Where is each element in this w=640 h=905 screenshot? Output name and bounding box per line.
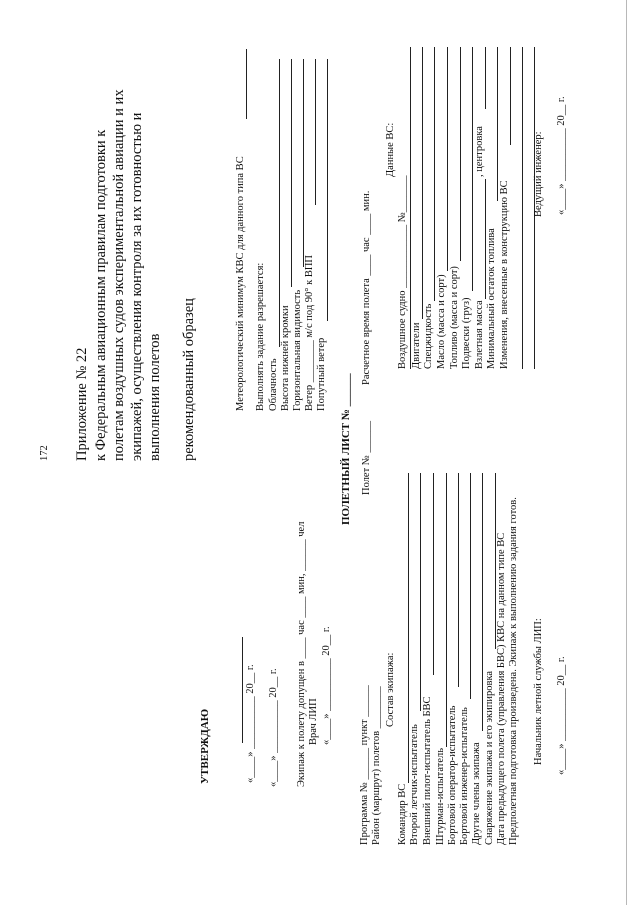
crew-row-line: [458, 473, 459, 687]
visibility-line: [303, 59, 304, 267]
scan-edge: [626, 0, 627, 905]
aircraft-line: [410, 47, 411, 369]
crew-row: Другие члены экипажа: [471, 742, 482, 845]
crew-row: Второй летчик-испытатель: [409, 724, 420, 845]
cloud-base-line: [291, 59, 292, 287]
crew-row: Снаряжение экипажа и его экипировка: [484, 670, 495, 845]
appendix-title: Приложение № 22: [74, 347, 90, 461]
lead-engineer: Ведущий инженер:: [533, 131, 544, 217]
aircraft-data-line: [485, 47, 486, 109]
aircraft-data-row: Двигатели: [411, 322, 422, 369]
crew-row: Штурман-испытатель: [435, 747, 446, 845]
flight-number-field: Полет № ______: [361, 421, 372, 495]
aircraft-data-line: [460, 47, 461, 261]
estimated-time-field: Расчетное время полета ____ час ____ мин.: [361, 190, 372, 385]
appendix-line-5: выполнения полетов: [147, 333, 163, 461]
weather-cloud-base: Высота нижней кромки: [280, 305, 291, 411]
crew-row: Бортовой инженер-испытатель: [459, 707, 470, 845]
aircraft-data-row: Взлетная масса: [474, 300, 485, 369]
tailwind-line: [327, 59, 328, 321]
aircraft-data-row: Масло (масса и сорт): [436, 274, 447, 369]
preflight-preparation: Предполетная подготовка произведена. Экипаж к выполнению задания готов.: [508, 497, 519, 845]
crew-header: Состав экипажа:: [385, 652, 396, 727]
center-of-gravity: , центровка: [474, 126, 485, 177]
flight-service-chief-date: «____» __________ 20__ г.: [556, 656, 567, 775]
doctor-label: Врач ЛИП: [308, 698, 319, 745]
appendix-line-3: полетам воздушных судов экспериментальной авиации и их: [111, 89, 127, 461]
crew-row-line: [433, 473, 434, 675]
program-field: Программа № ______ пункт ______: [359, 685, 370, 845]
approve-date-2: «____» __________ 20__ г.: [268, 668, 279, 787]
crew-row-line: [420, 473, 421, 711]
aircraft-data-row: Топливо (масса и сорт): [449, 266, 460, 369]
flight-sheet-title: ПОЛЕТНЫЙ ЛИСТ № ______: [340, 373, 352, 525]
weather-tailwind: Попутный ветер: [316, 337, 327, 411]
weather-allowed: Выполнять задание разрешается:: [255, 262, 266, 411]
aircraft-field: Воздушное судно ____________ №_______: [397, 175, 408, 369]
aircraft-data-line: [447, 47, 448, 271]
area-field: Район (маршрут) полетов ________: [371, 686, 382, 845]
aircraft-data-row: Изменения, внесенные в конструкцию ВС: [499, 180, 510, 369]
weather-minimum: Метеорологический минимум КВС для данного типа ВС: [235, 156, 246, 411]
aircraft-data-line: [522, 47, 523, 369]
approve-signature-line: [242, 637, 243, 743]
doctor-date: «____» __________ 20__ г.: [321, 626, 332, 745]
weather-wind: Ветер ________ м/с под 90° к ВПП: [304, 254, 315, 411]
approve-title: УТВЕРЖДАЮ: [199, 708, 211, 784]
lead-engineer-date: «____» __________ 20__ г.: [556, 96, 567, 215]
aircraft-data-header: Данные ВС:: [385, 122, 396, 177]
aircraft-data-line: [497, 47, 498, 201]
weather-minimum-line: [246, 49, 247, 119]
crew-row-line: [482, 473, 483, 731]
page-number: 172: [39, 445, 50, 461]
aircraft-data-line: [472, 47, 473, 291]
aircraft-data-line: [510, 47, 511, 145]
wind-line: [315, 59, 316, 205]
aircraft-data-line: [434, 47, 435, 301]
appendix-line-4: экипажей, осуществления контроля за их готовностью и: [129, 112, 145, 461]
aircraft-data-row: Подвески (груз): [461, 297, 472, 369]
weather-cloudiness: Облачность: [268, 358, 279, 411]
crew-row: Командир ВС: [397, 783, 408, 845]
weather-visibility: Горизонтальная видимость: [292, 289, 303, 411]
crew-row: Бортовой оператор-испытатель: [447, 705, 458, 845]
previous-flight-date: Дата предыдущего полета (управления БВС) КВС на данном типе ВС: [496, 532, 507, 845]
aircraft-data-row: Минимальный остаток топлива: [486, 228, 497, 369]
crew-row: Внешний пилот-испытатель БВС: [422, 696, 433, 845]
aircraft-data-row: Спецжидкость: [423, 303, 434, 369]
cloudiness-line: [279, 59, 280, 347]
appendix-line-2: к Федеральным авиационным правилам подготовки к: [93, 129, 109, 461]
aircraft-data-line: [422, 47, 423, 319]
recommended-sample: рекомендованный образец: [181, 298, 197, 461]
crew-admitted: Экипаж к полету допущен в ____ час ____ мин, ______ чел: [296, 521, 307, 787]
crew-row-line: [470, 473, 471, 699]
flight-service-chief: Начальник летной службы ЛИП:: [533, 618, 544, 765]
approve-date-1: «____» __________ 20__ г.: [245, 664, 256, 783]
